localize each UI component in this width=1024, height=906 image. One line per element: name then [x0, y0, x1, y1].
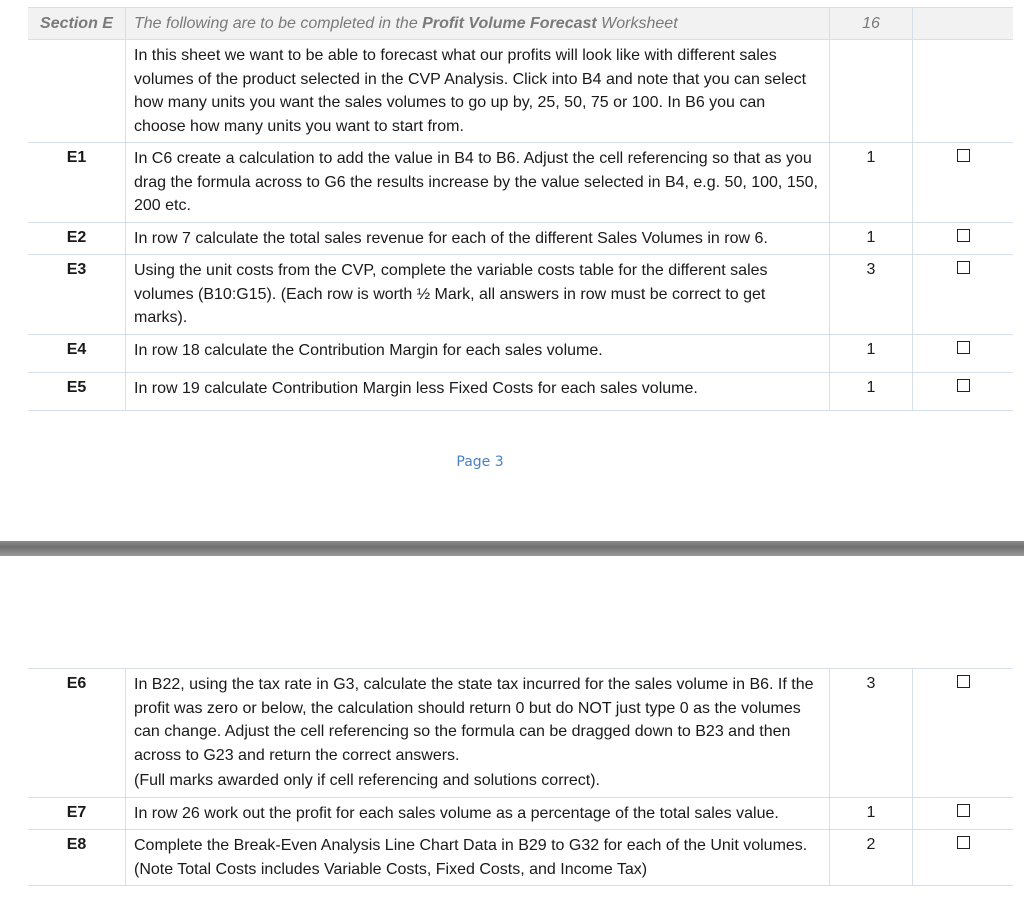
- section-check-cell: [913, 8, 1014, 40]
- task-row-e7: [28, 797, 1013, 830]
- task-id: E3: [28, 255, 126, 335]
- task-text: Using the unit costs from the CVP, complete the variable costs table for the different sales volumes (B10:G15). (Each row is worth ½ Mark, all answers in row must be correct to get marks).: [126, 255, 830, 335]
- page-number-label: Page 3: [456, 454, 504, 470]
- task-row-e3: [28, 255, 1013, 335]
- task-row-e1: [28, 143, 1013, 223]
- task-row-e6: [28, 669, 1013, 798]
- completion-checkbox[interactable]: [957, 675, 970, 688]
- completion-checkbox[interactable]: [957, 149, 970, 162]
- task-marks: 3: [830, 255, 913, 335]
- task-marks: 3: [830, 669, 913, 798]
- section-intro: In this sheet we want to be able to forecast what our profits will look like with different sales volumes of the product selected in the CVP Analysis. Click into B4 and note that you can select how many units you want the sales volumes to go up by, 25, 50, 75 or 100. In B6 you can choose how many units you want to start from.: [126, 40, 830, 143]
- task-text: In B22, using the tax rate in G3, calculate the state tax incurred for the sales volume in B6. If the profit was zero or below, the calculation should return 0 but do NOT just type 0 as the volumes can change. Adjust the cell referencing so the formula can be dragged down to B23 and then across to G23 and return the correct answers. (Full marks awarded only if cell referencing and solutions correct).: [126, 669, 830, 798]
- section-id: Section E: [28, 8, 126, 40]
- task-id: E4: [28, 334, 126, 372]
- task-note: (Full marks awarded only if cell referencing and solutions correct).: [134, 772, 600, 789]
- task-marks: 1: [830, 334, 913, 372]
- task-marks: 1: [830, 797, 913, 830]
- task-row-e2: [28, 222, 1013, 255]
- marking-table-page-3: [28, 7, 1013, 411]
- completion-checkbox[interactable]: [957, 341, 970, 354]
- task-id: E5: [28, 372, 126, 410]
- task-id: E2: [28, 222, 126, 255]
- task-text: In row 19 calculate Contribution Margin less Fixed Costs for each sales volume.: [126, 372, 830, 410]
- task-marks: 1: [830, 222, 913, 255]
- page-separator: [0, 541, 1024, 556]
- task-row-e5: [28, 372, 1013, 410]
- section-intro-row: [28, 40, 1013, 143]
- task-text: In row 18 calculate the Contribution Margin for each sales volume.: [126, 334, 830, 372]
- completion-checkbox[interactable]: [957, 261, 970, 274]
- completion-checkbox[interactable]: [957, 229, 970, 242]
- section-header-row: [28, 8, 1013, 40]
- task-text: In C6 create a calculation to add the value in B4 to B6. Adjust the cell referencing so that as you drag the formula across to G6 the results increase by the value selected in B4, e.g. 50, 100, 150, 200 etc.: [126, 143, 830, 223]
- task-row-e4: [28, 334, 1013, 372]
- marking-table-page-4: [28, 668, 1013, 886]
- completion-checkbox[interactable]: [957, 836, 970, 849]
- task-id: E1: [28, 143, 126, 223]
- section-total-marks: 16: [830, 8, 913, 40]
- task-id: E8: [28, 830, 126, 886]
- task-id: E7: [28, 797, 126, 830]
- completion-checkbox[interactable]: [957, 379, 970, 392]
- section-title: The following are to be completed in the Profit Volume Forecast Worksheet: [126, 8, 830, 40]
- task-text: Complete the Break-Even Analysis Line Chart Data in B29 to G32 for each of the Unit volumes. (Note Total Costs includes Variable Costs, Fixed Costs, and Income Tax): [126, 830, 830, 886]
- completion-checkbox[interactable]: [957, 804, 970, 817]
- task-marks: 1: [830, 143, 913, 223]
- document-page-4: [0, 556, 1024, 906]
- task-text: In row 7 calculate the total sales revenue for each of the different Sales Volumes in row 6.: [126, 222, 830, 255]
- task-id: E6: [28, 669, 126, 798]
- task-text: In row 26 work out the profit for each sales volume as a percentage of the total sales value.: [126, 797, 830, 830]
- task-marks: 1: [830, 372, 913, 410]
- task-row-e8: [28, 830, 1013, 886]
- task-marks: 2: [830, 830, 913, 886]
